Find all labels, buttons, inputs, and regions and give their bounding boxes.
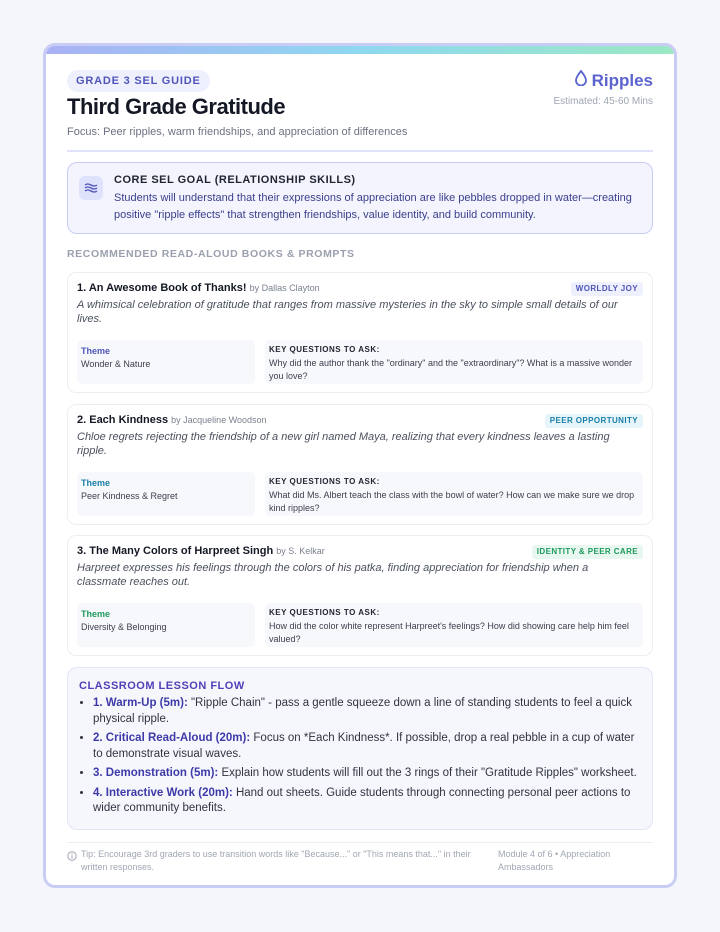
book-author: by Jacqueline Woodson xyxy=(171,415,267,425)
book-author: by Dallas Clayton xyxy=(249,283,320,293)
estimated-time: Estimated: 45-60 Mins xyxy=(553,96,653,107)
book-card xyxy=(67,404,653,525)
brand-name: Ripples xyxy=(591,70,653,90)
theme-value: Diversity & Belonging xyxy=(81,622,167,632)
header-divider xyxy=(67,150,653,152)
book-description: Harpreet expresses his feelings through the colors of his patka, finding appreciation for friendship when a classmate reaches out. xyxy=(77,562,589,588)
questions-label: KEY QUESTIONS TO ASK: xyxy=(269,477,380,486)
questions-box xyxy=(265,472,643,516)
gradient-top-bar xyxy=(46,46,674,54)
book-card xyxy=(67,535,653,656)
questions-label: KEY QUESTIONS TO ASK: xyxy=(269,608,380,617)
footer-divider xyxy=(67,842,653,843)
questions-box xyxy=(265,603,643,647)
book-author: by S. Kelkar xyxy=(276,546,325,556)
theme-label: Theme xyxy=(81,346,111,356)
list-item: • 1. Warm-Up (5m): "Ripple Chain" - pass a gentle squeeze down a line of standing students to feel a quick physical ripple. xyxy=(93,696,640,727)
core-goal-box xyxy=(67,162,653,234)
lesson-flow-title: CLASSROOM LESSON FLOW xyxy=(79,680,245,692)
questions-box xyxy=(265,340,643,384)
theme-value: Wonder & Nature xyxy=(81,359,151,369)
waves-icon xyxy=(79,176,103,200)
module-indicator: Module 4 of 6 • Appreciation Ambassadors xyxy=(498,849,611,872)
questions-label: KEY QUESTIONS TO ASK: xyxy=(269,345,380,354)
book-description: Chloe regrets rejecting the friendship of a new girl named Maya, realizing that every kindness leaves a lasting ripple. xyxy=(77,431,610,457)
books-section-label: RECOMMENDED READ-ALOUD BOOKS & PROMPTS xyxy=(67,248,355,260)
page-title: Third Grade Gratitude xyxy=(67,94,286,119)
goal-text: Students will understand that their expressions of appreciation are like pebbles dropped in water—creating positive "ripple effects" that strengthen friendships, value identity, and build community. xyxy=(114,192,632,221)
book-tag: IDENTITY & PEER CARE xyxy=(532,545,643,559)
book-title: 2. Each Kindness by Jacqueline Woodson xyxy=(77,414,267,426)
droplet-icon xyxy=(574,70,588,91)
theme-box xyxy=(77,472,255,516)
theme-box xyxy=(77,340,255,384)
list-item: • 2. Critical Read-Aloud (20m): Focus on *Each Kindness*. If possible, drop a real pebble in a cup of water to demonstrate visual waves. xyxy=(93,731,640,762)
goal-title: CORE SEL GOAL (RELATIONSHIP SKILLS) xyxy=(114,174,356,186)
questions-text: What did Ms. Albert teach the class with the bowl of water? How can we make sure we drop kind ripples? xyxy=(269,490,635,513)
theme-box xyxy=(77,603,255,647)
info-icon xyxy=(67,851,77,865)
brand xyxy=(574,70,653,91)
theme-value: Peer Kindness & Regret xyxy=(81,491,178,501)
theme-label: Theme xyxy=(81,478,111,488)
list-item: • 3. Demonstration (5m): Explain how students will fill out the 3 rings of their "Gratitude Ripples" worksheet. xyxy=(93,766,640,782)
focus-text: Focus: Peer ripples, warm friendships, and appreciation of differences xyxy=(67,126,408,138)
questions-text: Why did the author thank the "ordinary" and the "extraordinary"? What is a massive wonder you love? xyxy=(269,358,632,381)
book-tag: WORLDLY JOY xyxy=(571,282,643,296)
book-tag: PEER OPPORTUNITY xyxy=(545,414,643,428)
book-title: 3. The Many Colors of Harpreet Singh by S. Kelkar xyxy=(77,545,325,557)
list-item: • 4. Interactive Work (20m): Hand out sheets. Guide students through connecting personal peer actions to wider community benefits. xyxy=(93,786,640,817)
lesson-flow-list xyxy=(79,696,640,821)
lesson-flow-box xyxy=(67,667,653,830)
theme-label: Theme xyxy=(81,609,111,619)
book-title: 1. An Awesome Book of Thanks! by Dallas Clayton xyxy=(77,282,320,294)
questions-text: How did the color white represent Harpreet's feelings? How did showing care help him feel valued? xyxy=(269,621,629,644)
lesson-card: GRADE 3 SEL GUIDE Ripples Estimated: 45-60 Mins Third Grade Gratitude Focus: Peer ripples, warm friendships, and appreciation of differences CORE SEL GOAL (RELATIONSHIP SKILLS) Students will understand that their expressions of appreciation are like pebbles dropped in water—creating positive "ripple effects" that strengthen friendships, value identity, and build community. RECOMMENDED READ-ALOUD BOOKS & PROMPTS 1. An Awesome Book of Thanks! by Dallas Clayton WORLDLY JOY A whimsical celebration of gratitude that ranges from massive mysteries in the sky to simple small details of our lives. Theme Wonder & Nature KEY QUESTIONS TO ASK: Why did the author thank the "ordinary" and the "extraordinary"? What is a massive wonder you love? 2. Each Kindness by Jacqueline Woodson PEER OPPORTUNITY Chloe regrets rejecting the friendship of a new girl named Maya, realizing that every kindness leaves a lasting ripple. Theme Peer Kindness & Regret KEY QUESTIONS TO ASK: What did Ms. Albert teach the class with the bowl of water? How can we make sure we drop kind ripples? 3. The Many Colors of Harpreet Singh by S. Kelkar IDENTITY & PEER CARE Harpreet expresses his feelings through the colors of his patka, finding appreciation for friendship when a classmate reaches out. Theme Diversity & Belonging KEY QUESTIONS TO ASK: How did the color white represent Harpreet's feelings? How did showing care help him feel valued? CLASSROOM LESSON FLOW • 1. Warm-Up (5m): "Ripple Chain" - pass a gentle squeeze down a line of standing students to feel a quick physical ripple. • 2. Critical Read-Aloud (20m): Focus on *Each Kindness*. If possible, drop a real pebble in a cup of water to demonstrate visual waves. • 3. Demonstration (5m): Explain how students will fill out the 3 rings of their "Gratitude Ripples" worksheet. • 4. Interactive Work (20m): Hand out sheets. Guide students through connecting personal peer actions to wider community benefits. Tip: Encourage 3rd graders to use transition words like "Because..." or "This means that..." in their written responses. Module 4 of 6 • Appreciation Ambassadors xyxy=(43,43,677,888)
book-card xyxy=(67,272,653,393)
book-description: A whimsical celebration of gratitude that ranges from massive mysteries in the sky to simple small details of our lives. xyxy=(77,299,618,325)
grade-badge: GRADE 3 SEL GUIDE xyxy=(67,70,210,92)
